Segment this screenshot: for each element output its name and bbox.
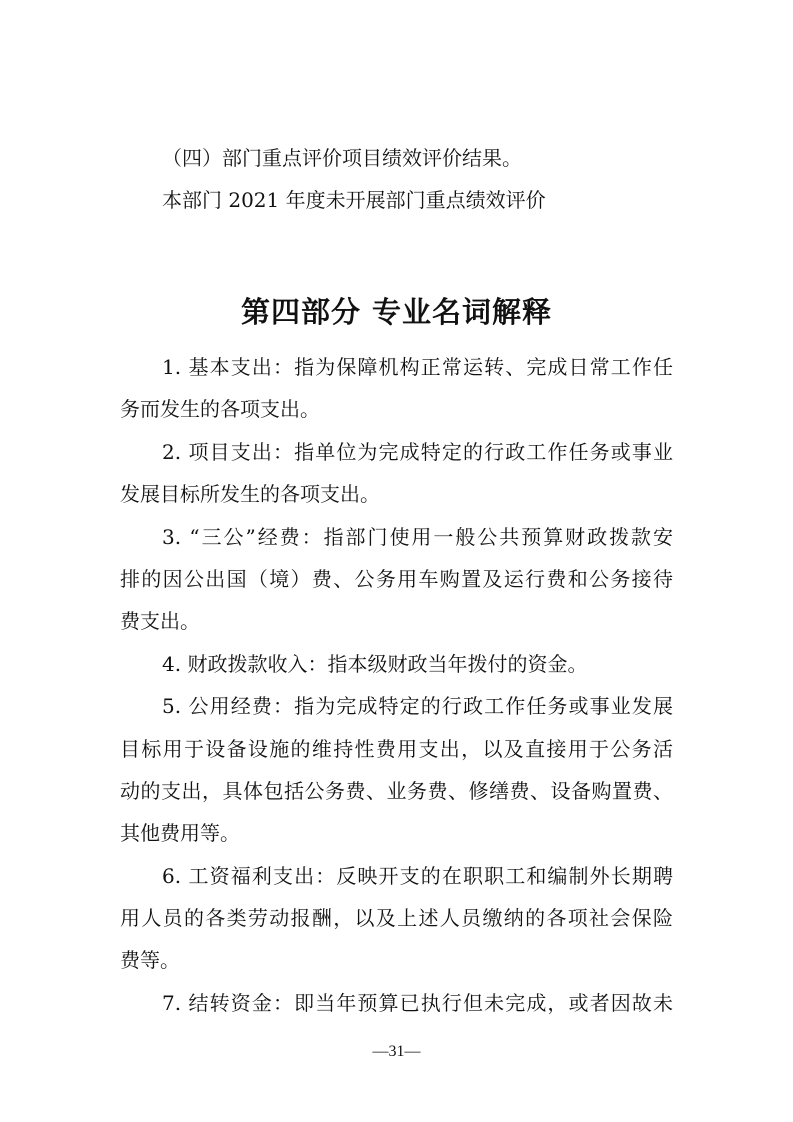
term-1-line-2: 务而发生的各项支出。 [120,397,320,421]
page-number: —31— [372,1043,421,1060]
term-6-line-3: 费等。 [120,948,180,972]
term-6-line-1: 6. 工资福利支出：反映开支的在职职工和编制外长期聘 [162,864,673,888]
term-1-line-1: 1. 基本支出：指为保障机构正常运转、完成日常工作任 [162,355,673,379]
section-four-text: 本部门 2021 年度未开展部门重点绩效评价 [162,188,546,212]
term-2-line-2: 发展目标所发生的各项支出。 [120,482,380,506]
term-5-line-3: 动的支出，具体包括公务费、业务费、修缮费、设备购置费、 [120,779,673,803]
term-7-line-1: 7. 结转资金：即当年预算已执行但未完成，或者因故未 [162,991,673,1015]
term-6-line-2: 用人员的各类劳动报酬，以及上述人员缴纳的各项社会保险 [120,906,673,930]
term-3-line-3: 费支出。 [120,609,200,633]
section-four-heading: （四）部门重点评价项目绩效评价结果。 [162,146,522,170]
part-title: 第四部分 专业名词解释 [240,295,553,329]
term-4-line-1: 4. 财政拨款收入：指本级财政当年拨付的资金。 [162,652,588,676]
term-3-line-1: 3. “三公”经费：指部门使用一般公共预算财政拨款安 [162,525,673,549]
term-3-line-2: 排的因公出国（境）费、公务用车购置及运行费和公务接待 [120,567,673,591]
term-5-line-1: 5. 公用经费：指为完成特定的行政工作任务或事业发展 [162,694,673,718]
term-5-line-4: 其他费用等。 [120,821,240,845]
term-5-line-2: 目标用于设备设施的维持性费用支出，以及直接用于公务活 [120,737,673,761]
term-2-line-1: 2. 项目支出：指单位为完成特定的行政工作任务或事业 [162,440,673,464]
